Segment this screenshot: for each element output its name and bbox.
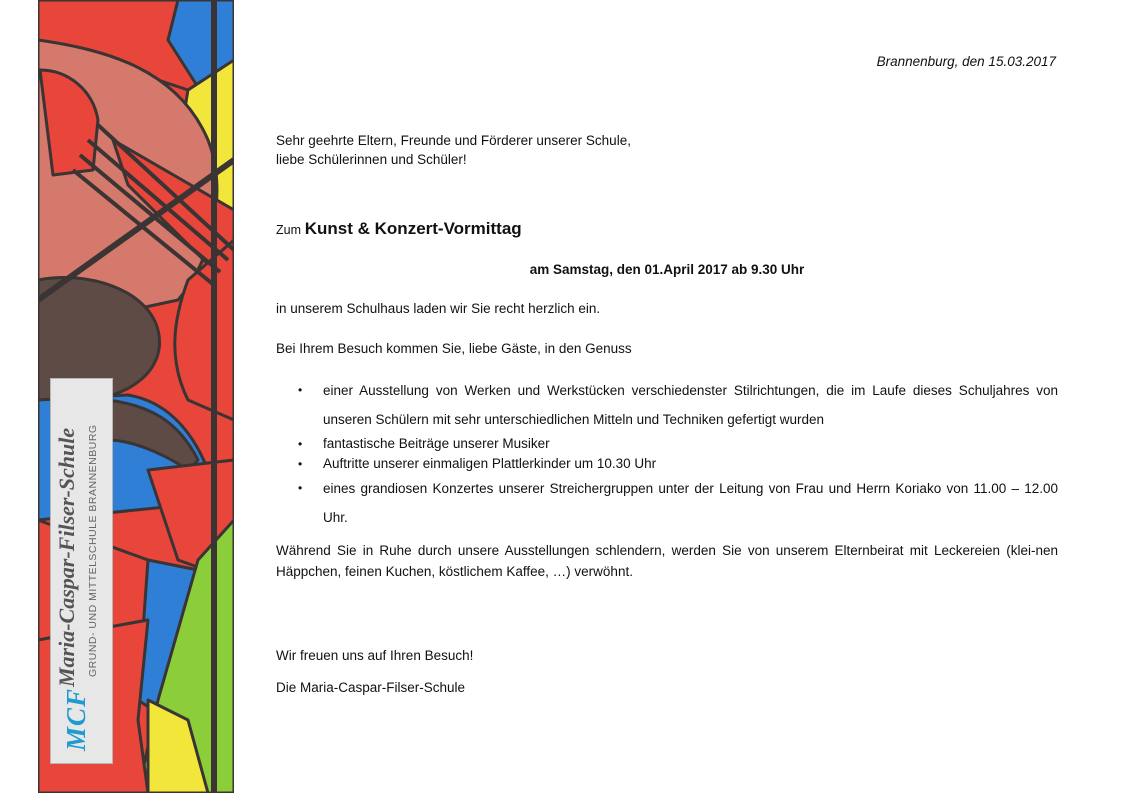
salutation-line: liebe Schülerinnen und Schüler! xyxy=(276,152,467,167)
signature: Die Maria-Caspar-Filser-Schule xyxy=(276,680,466,695)
school-logo-banner xyxy=(50,378,113,764)
letter-date: Brannenburg, den 15.03.2017 xyxy=(876,54,1056,69)
event-heading xyxy=(276,219,522,240)
visit-intro-text: Bei Ihrem Besuch kommen Sie, liebe Gäste, in den Genuss xyxy=(276,341,632,356)
event-highlights-list xyxy=(276,378,1058,532)
list-item xyxy=(276,434,1058,454)
list-item-text: eines grandiosen Konzertes unserer Streichergruppen unter der Leitung von Frau und Herrn Koriako von 11.00 – 12.00 Uhr. xyxy=(323,481,1058,525)
bullet-icon: • xyxy=(298,383,303,397)
list-item xyxy=(276,474,1058,532)
salutation-line: Sehr geehrte Eltern, Freunde und Förderer unserer Schule, xyxy=(276,133,631,148)
list-item xyxy=(276,376,1058,434)
school-subtitle: GRUND- UND MITTELSCHULE BRANNENBURG xyxy=(87,424,99,677)
bullet-icon: • xyxy=(298,437,303,451)
list-item-text: fantastische Beiträge unserer Musiker xyxy=(323,436,550,451)
list-item xyxy=(276,454,1058,474)
event-title: Kunst & Konzert-Vormittag xyxy=(304,219,522,238)
school-name: Maria-Caspar-Filser-Schule xyxy=(54,427,79,687)
closing-paragraph: Während Sie in Ruhe durch unsere Ausstellungen schlendern, werden Sie von unserem Elternbeirat mit Leckereien (klei-nen Häppchen, feinen Kuchen, köstlichem Kaffee, …) verwöhnt. xyxy=(276,543,1058,579)
event-date: am Samstag, den 01.April 2017 ab 9.30 Uhr xyxy=(529,262,805,277)
invitation-text: in unserem Schulhaus laden wir Sie recht herzlich ein. xyxy=(276,301,601,316)
bullet-icon: • xyxy=(298,481,303,495)
event-prefix: Zum xyxy=(276,223,301,237)
thanks-line: Wir freuen uns auf Ihren Besuch! xyxy=(276,648,474,663)
school-logo: MCF xyxy=(61,687,91,751)
list-item-text: Auftritte unserer einmaligen Plattlerkinder um 10.30 Uhr xyxy=(323,456,657,471)
list-item-text: einer Ausstellung von Werken und Werkstücken verschiedenster Stilrichtungen, die im Laufe dieses Schuljahres von unseren Schülern mit sehr unterschiedlichen Mitteln und Techniken gefertigt wurden xyxy=(323,383,1058,427)
bullet-icon: • xyxy=(298,457,303,471)
